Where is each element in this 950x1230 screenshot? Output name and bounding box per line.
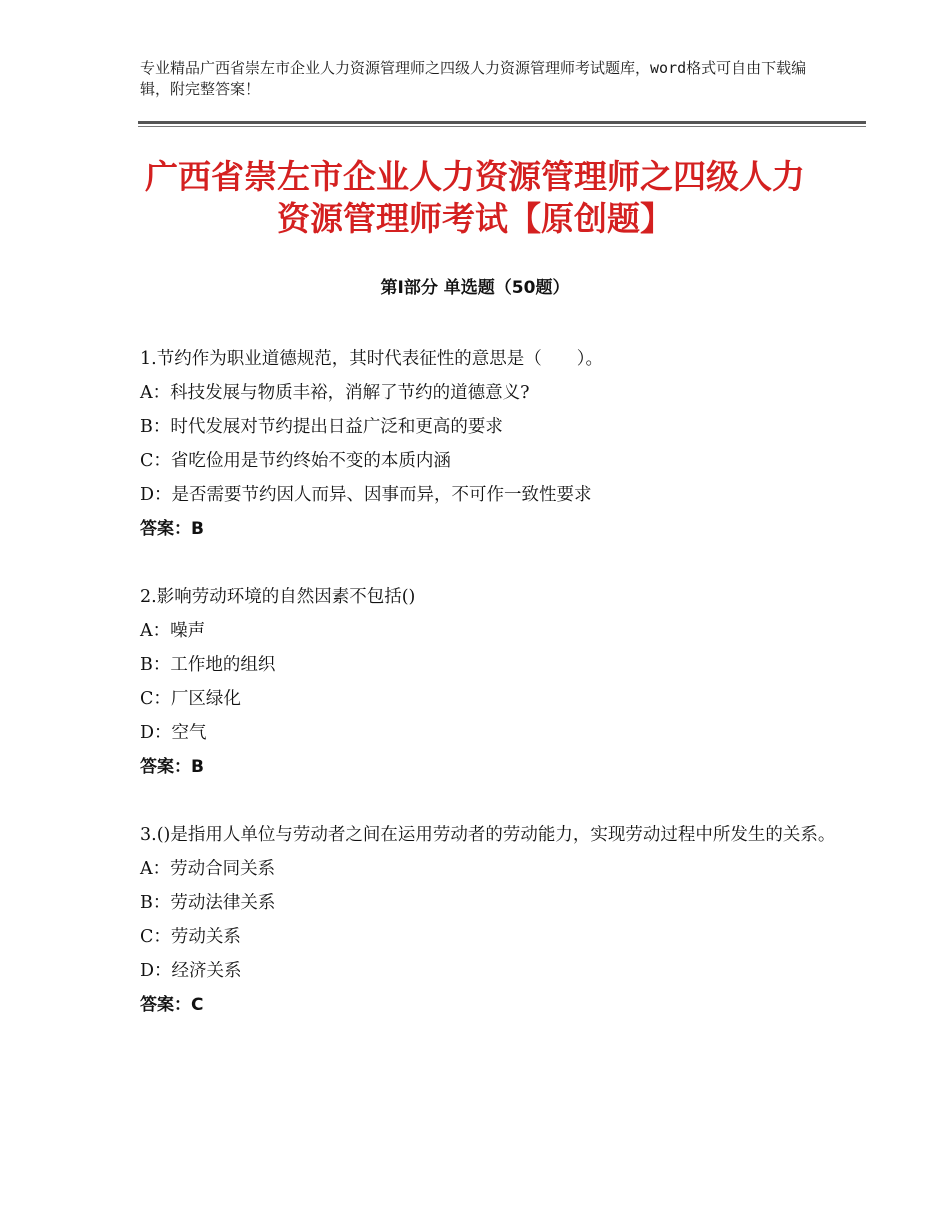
question-item (140, 580, 840, 784)
option-d: D：空气 (140, 723, 207, 743)
question-item (140, 818, 840, 1022)
question-stem: 2.影响劳动环境的自然因素不包括() (140, 587, 416, 607)
document-title: 广西省崇左市企业人力资源管理师之四级人力资源管理师考试【原创题】 (145, 157, 805, 238)
header-rule-thin (138, 126, 866, 127)
section-heading: 第Ⅰ部分 单选题（50题） (380, 278, 570, 298)
question-stem: 3.()是指用人单位与劳动者之间在运用劳动者的劳动能力，实现劳动过程中所发生的关系。 (140, 825, 836, 845)
option-a: A：科技发展与物质丰裕，消解了节约的道德意义? (140, 383, 530, 403)
option-b: B：劳动法律关系 (140, 893, 276, 913)
answer-label: 答案：B (140, 519, 204, 539)
header-rule-thick (138, 121, 866, 124)
answer-label: 答案：C (140, 995, 204, 1015)
question-item (140, 342, 840, 546)
question-stem: 1.节约作为职业道德规范，其时代表征性的意思是（ ）。 (140, 349, 603, 369)
option-a: A：噪声 (140, 621, 206, 641)
option-b: B：时代发展对节约提出日益广泛和更高的要求 (140, 417, 503, 437)
option-a: A：劳动合同关系 (140, 859, 276, 879)
option-c: C：省吃俭用是节约终始不变的本质内涵 (140, 451, 451, 471)
option-c: C：劳动关系 (140, 927, 241, 947)
option-d: D：经济关系 (140, 961, 242, 981)
option-b: B：工作地的组织 (140, 655, 276, 675)
option-d: D：是否需要节约因人而异、因事而异，不可作一致性要求 (140, 485, 592, 505)
option-c: C：厂区绿化 (140, 689, 241, 709)
header-note: 专业精品广西省崇左市企业人力资源管理师之四级人力资源管理师考试题库，word格式可自由下载编辑，附完整答案！ (140, 59, 807, 98)
question-list (140, 342, 840, 1056)
answer-label: 答案：B (140, 757, 204, 777)
